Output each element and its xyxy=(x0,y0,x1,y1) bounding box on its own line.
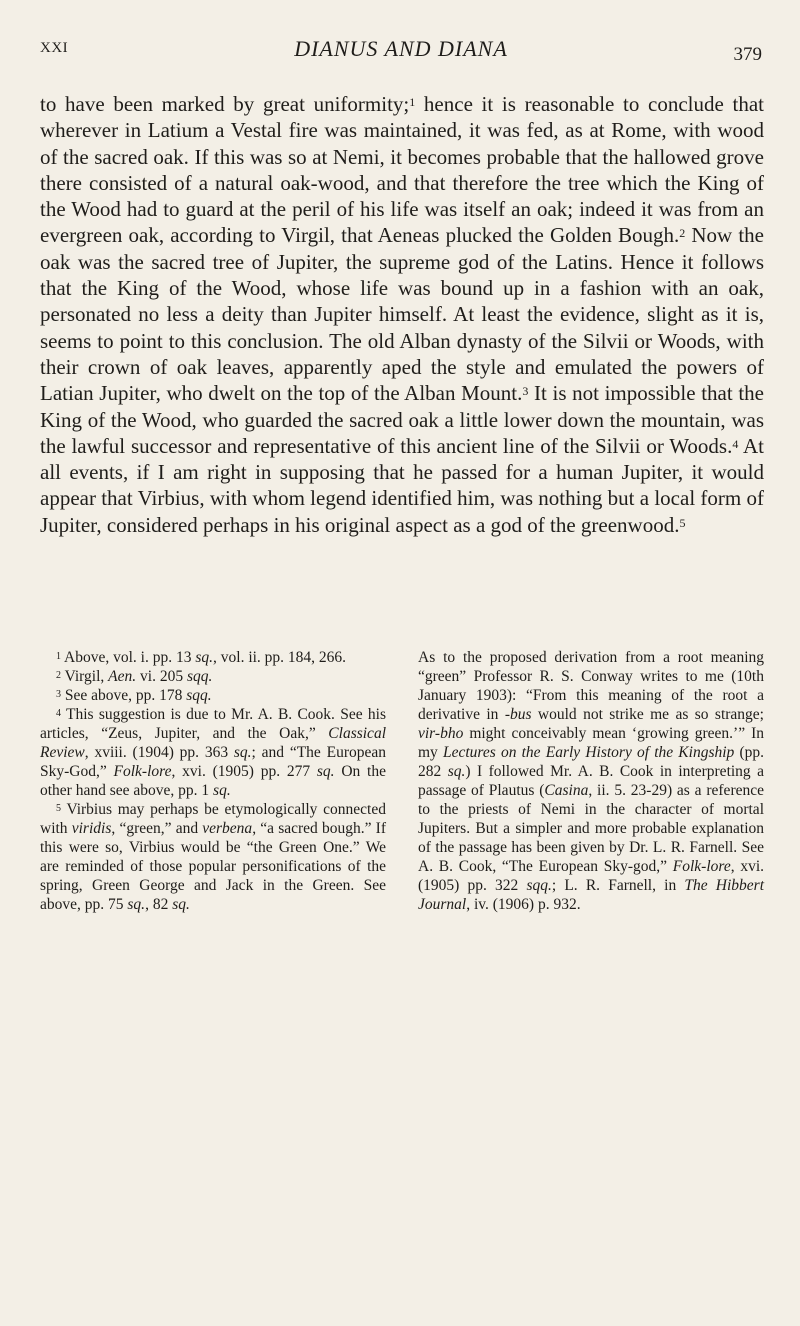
footnote-number: 5 xyxy=(56,803,61,814)
footnote-ref-2[interactable]: 2 xyxy=(679,226,686,241)
footnote-italic: Folk-lore xyxy=(113,763,172,780)
footnote-text: This suggestion is due to Mr. A. B. Cook. See his articles, “Zeus, Jupiter, and the Oak,” xyxy=(40,706,386,742)
page-number: 379 xyxy=(733,44,762,65)
footnote-text: , xvi. (1905) pp. 322 xyxy=(418,858,764,894)
footnote-text: As to the proposed derivation from a root meaning “green” Professor R. S. Conway writes to me (10th January 1903): “From this meaning of the root a derivative in xyxy=(418,649,764,723)
footnote-italic: sqq. xyxy=(186,687,212,704)
footnote-4 xyxy=(40,705,386,800)
running-header xyxy=(40,36,762,70)
footnotes-left-column xyxy=(40,648,386,914)
footnote-ref-5[interactable]: 5 xyxy=(679,515,686,530)
footnote-text: would not strike me as so strange; xyxy=(531,706,764,723)
footnote-text: , xviii. (1904) pp. 363 xyxy=(84,744,234,761)
footnote-text: (pp. 282 xyxy=(418,744,764,780)
footnote-italic: sq. xyxy=(172,896,190,913)
footnote-italic: sq. xyxy=(233,744,252,761)
body-text-segment: hence it is reasonable to conclude that wherever in Latium a Vestal fire was maintained, it was fed, as at Rome, with wood of the sacred oak. If this was so at Nemi, it becomes probable that the hallowed grove there consisted of a natural oak-wood, and that therefore the tree which the King of the Wood had to guard at the peril of his life was itself an oak; indeed it was from an evergreen oak, according to Virgil, that Aeneas plucked the Golden Bough. xyxy=(40,92,764,248)
body-text-segment: Now the oak was the sacred tree of Jupiter, the supreme god of the Latins. Hence it follows that the King of the Wood, whose life was bound up in a fashion with an oak, personated no less a deity than Jupiter himself. At least the evidence, slight as it is, seems to point to this conclusion. The old Alban dynasty of the Silvii or Woods, with their crown of oak leaves, apparently aped the style and emulated the powers of Latian Jupiter, who dwelt on the top of the Alban Mount. xyxy=(40,223,764,406)
footnote-italic: Lectures on the Early History of the Kingship xyxy=(442,744,735,761)
footnote-italic: sq. xyxy=(213,782,231,799)
footnote-text: , vol. ii. pp. 184, 266. xyxy=(213,649,347,666)
footnote-italic: Aen. xyxy=(108,668,137,685)
footnote-italic: sq. xyxy=(127,896,146,913)
footnote-italic: vir-bho xyxy=(418,725,464,742)
footnote-italic: sq. xyxy=(195,649,214,666)
running-title: DIANUS AND DIANA xyxy=(294,36,508,61)
footnote-text: , “green,” and xyxy=(111,820,203,837)
footnote-text: , “a sacred bough.” If this were so, Virbius would be “the Green One.” We are reminded of those popular personifications of the spring, Green George and Jack in the Green. See above, pp. 75 xyxy=(40,820,386,913)
footnote-italic: Folk-lore xyxy=(672,858,731,875)
footnotes-right-column xyxy=(418,648,764,914)
footnote-text: vi. 205 xyxy=(136,668,187,685)
footnote-number: 1 xyxy=(56,651,61,662)
footnote-italic: Classical Review xyxy=(40,725,386,761)
body-text-segment: It is not impossible that the King of the Wood, who guarded the sacred oak a little lower down the mountain, was the lawful successor and representative of this ancient line of the Silvii or Woods. xyxy=(40,381,764,458)
footnote-text: , iv. (1906) p. 932. xyxy=(466,896,581,913)
body-text-segment: to have been marked by great uniformity; xyxy=(40,92,410,116)
body-text-segment: At all events, if I am right in supposing that he passed for a human Jupiter, it would appear that Virbius, with whom legend identified him, was nothing but a local form of Jupiter, considered perhaps in his original aspect as a god of the greenwood. xyxy=(40,433,764,537)
footnote-text: Virbius may perhaps be etymologically connected with xyxy=(40,801,386,837)
footnote-text: might conceivably mean ‘growing green.’” In my xyxy=(418,725,764,761)
footnote-italic: -bus xyxy=(504,706,532,723)
footnote-italic: verbena xyxy=(202,820,253,837)
footnote-text: ; L. R. Farnell, in xyxy=(551,877,685,894)
footnote-number: 3 xyxy=(56,689,61,700)
footnote-italic: viridis xyxy=(71,820,112,837)
body-paragraph xyxy=(40,91,764,538)
footnote-5 xyxy=(40,800,386,914)
footnote-text: ) I followed Mr. A. B. Cook in interpreting a passage of Plautus ( xyxy=(418,763,764,799)
footnote-ref-3[interactable]: 3 xyxy=(522,384,529,399)
footnote-italic: sq. xyxy=(316,763,335,780)
footnote-text: , xvi. (1905) pp. 277 xyxy=(171,763,317,780)
footnote-text: Virgil, xyxy=(61,668,109,685)
footnote-text: Above, vol. i. pp. 13 xyxy=(61,649,196,666)
footnote-number: 2 xyxy=(56,670,61,681)
footnote-5-continued xyxy=(418,648,764,914)
footnote-number: 4 xyxy=(56,708,61,719)
footnote-2 xyxy=(40,667,386,686)
footnote-ref-4[interactable]: 4 xyxy=(732,436,739,451)
footnote-text: See above, pp. 178 xyxy=(61,687,187,704)
footnote-italic: sqq. xyxy=(186,668,213,685)
footnote-italic: sq. xyxy=(447,763,466,780)
footnote-text: ; and “The European Sky-God,” xyxy=(40,744,386,780)
footnote-text: On the other hand see above, pp. 1 xyxy=(40,763,386,799)
footnote-text: , 82 xyxy=(145,896,173,913)
footnote-1 xyxy=(40,648,386,667)
footnotes xyxy=(40,648,764,914)
chapter-number: XXI xyxy=(40,40,69,56)
footnote-text: , ii. 5. 23-29) as a reference to the priests of Nemi in the character of mortal Jupiters. But a simpler and more probable explanation of the passage has been given by Dr. L. R. Farnell. See A. B. Cook, “The European Sky-god,” xyxy=(418,782,764,875)
footnote-italic: The Hibbert Journal xyxy=(418,877,765,913)
footnote-italic: sqq. xyxy=(526,877,552,894)
footnote-ref-1[interactable]: 1 xyxy=(409,95,416,109)
footnote-italic: Casina xyxy=(544,782,589,799)
footnote-3 xyxy=(40,686,386,705)
